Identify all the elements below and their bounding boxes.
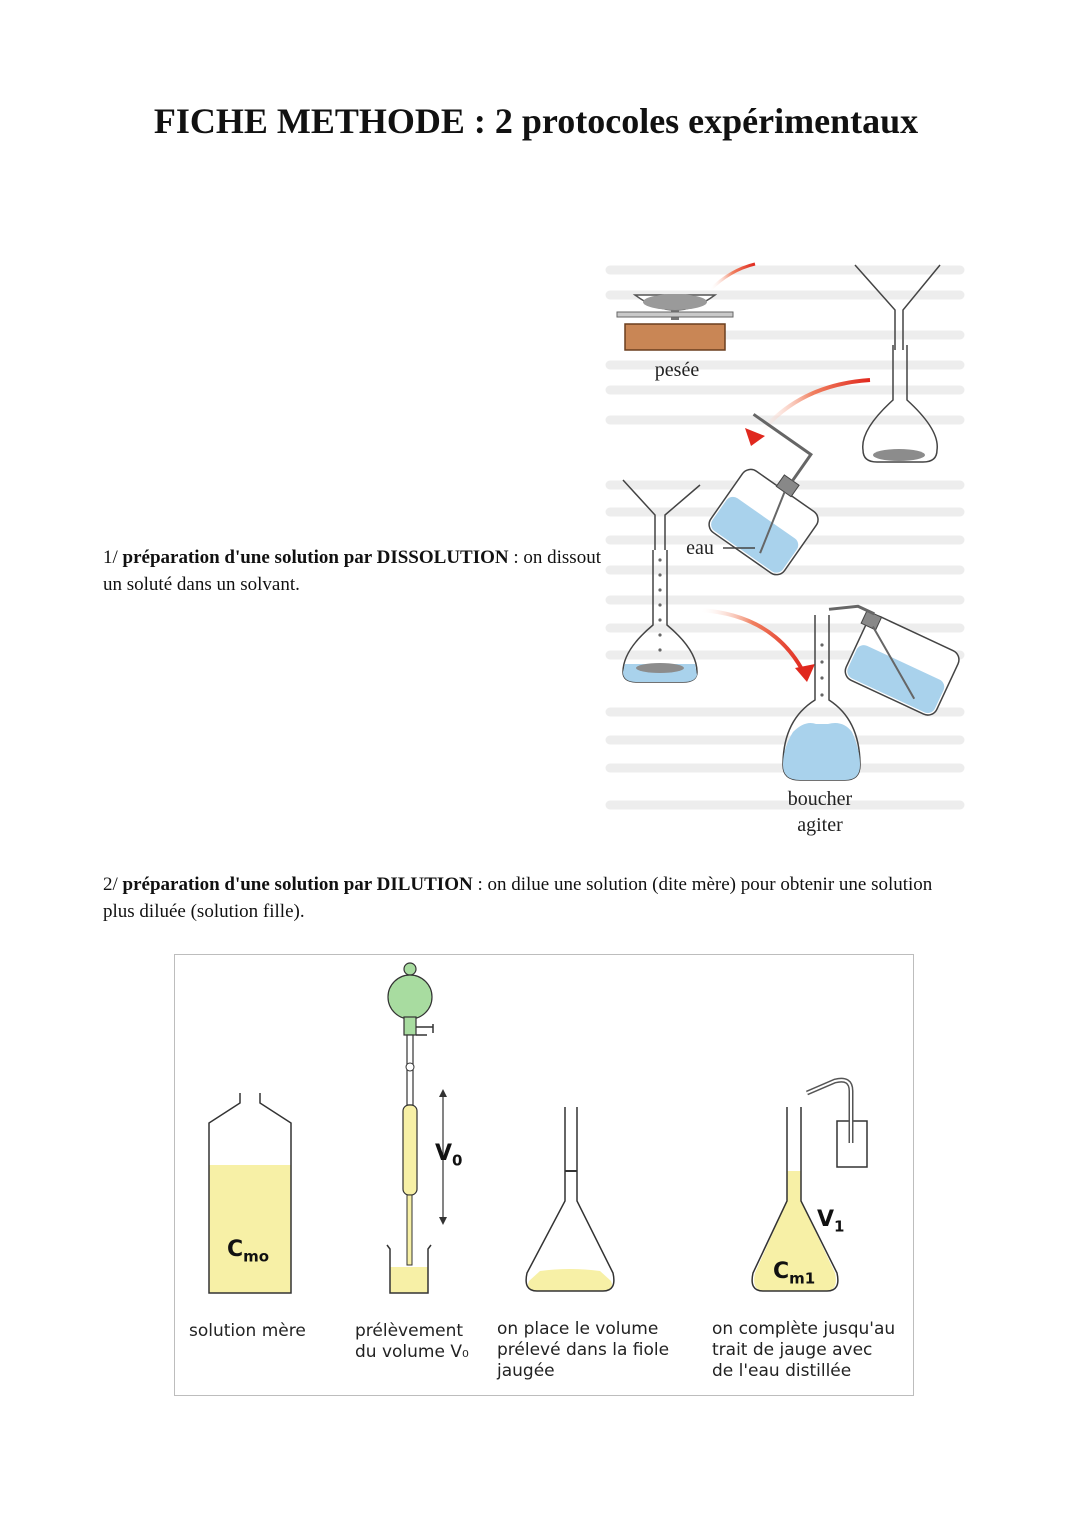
dissolution-figure [605, 250, 965, 840]
v0-label-sub: 0 [452, 1151, 463, 1170]
agiter-label: agiter [797, 814, 843, 836]
eau-label: eau [686, 537, 714, 559]
cmo-label-main: C [227, 1237, 244, 1262]
section-heading: préparation d'une solution par DISSOLUTION [122, 547, 509, 568]
v1-label-sub: 1 [834, 1217, 845, 1236]
section-description: : on dissout un soluté dans un solvant. [103, 547, 601, 595]
v1-label-main: V [817, 1207, 835, 1232]
caption-complete: on complète jusqu'au trait de jauge avec de l'eau distillée [712, 1319, 896, 1381]
pipette-icon [388, 963, 447, 1265]
cmo-label [227, 1237, 269, 1265]
flask-filling-icon [783, 615, 860, 780]
cm1-label-sub: m1 [789, 1269, 816, 1288]
v0-label [435, 1141, 462, 1169]
section-number: 2/ [103, 874, 123, 895]
cmo-label-sub: mo [243, 1247, 270, 1266]
section-number: 1/ [103, 547, 123, 568]
transfer-arrow [700, 610, 805, 675]
cm1-label-main: C [773, 1259, 790, 1284]
balance-icon [617, 294, 733, 350]
boucher-label: boucher [787, 788, 853, 810]
v1-label [817, 1207, 844, 1235]
dilution-figure [174, 954, 914, 1396]
section-dilution-text [103, 871, 963, 925]
dissolution-illustration [605, 250, 965, 840]
caption-solution-mere: solution mère [189, 1321, 306, 1341]
volumetric-flask-icon [526, 1107, 614, 1291]
caption-prelevement: prélèvement du volume V₀ [355, 1321, 469, 1362]
caption-fiole: on place le volume prélevé dans la fiole jaugée [497, 1319, 670, 1381]
v0-label-main: V [435, 1141, 453, 1166]
pesee-label: pesée [654, 359, 700, 381]
section-description: : on dilue une solution (dite mère) pour obtenir une solution plus diluée (solution fille). [103, 874, 933, 922]
page-title: FICHE METHODE : 2 protocoles expérimentaux [153, 101, 919, 141]
wash-bottle-icon [807, 1080, 867, 1167]
cm1-label [773, 1259, 815, 1287]
arrowhead [795, 664, 815, 682]
section-heading: préparation d'une solution par DILUTION [122, 874, 473, 895]
section-dissolution-text [103, 544, 613, 598]
